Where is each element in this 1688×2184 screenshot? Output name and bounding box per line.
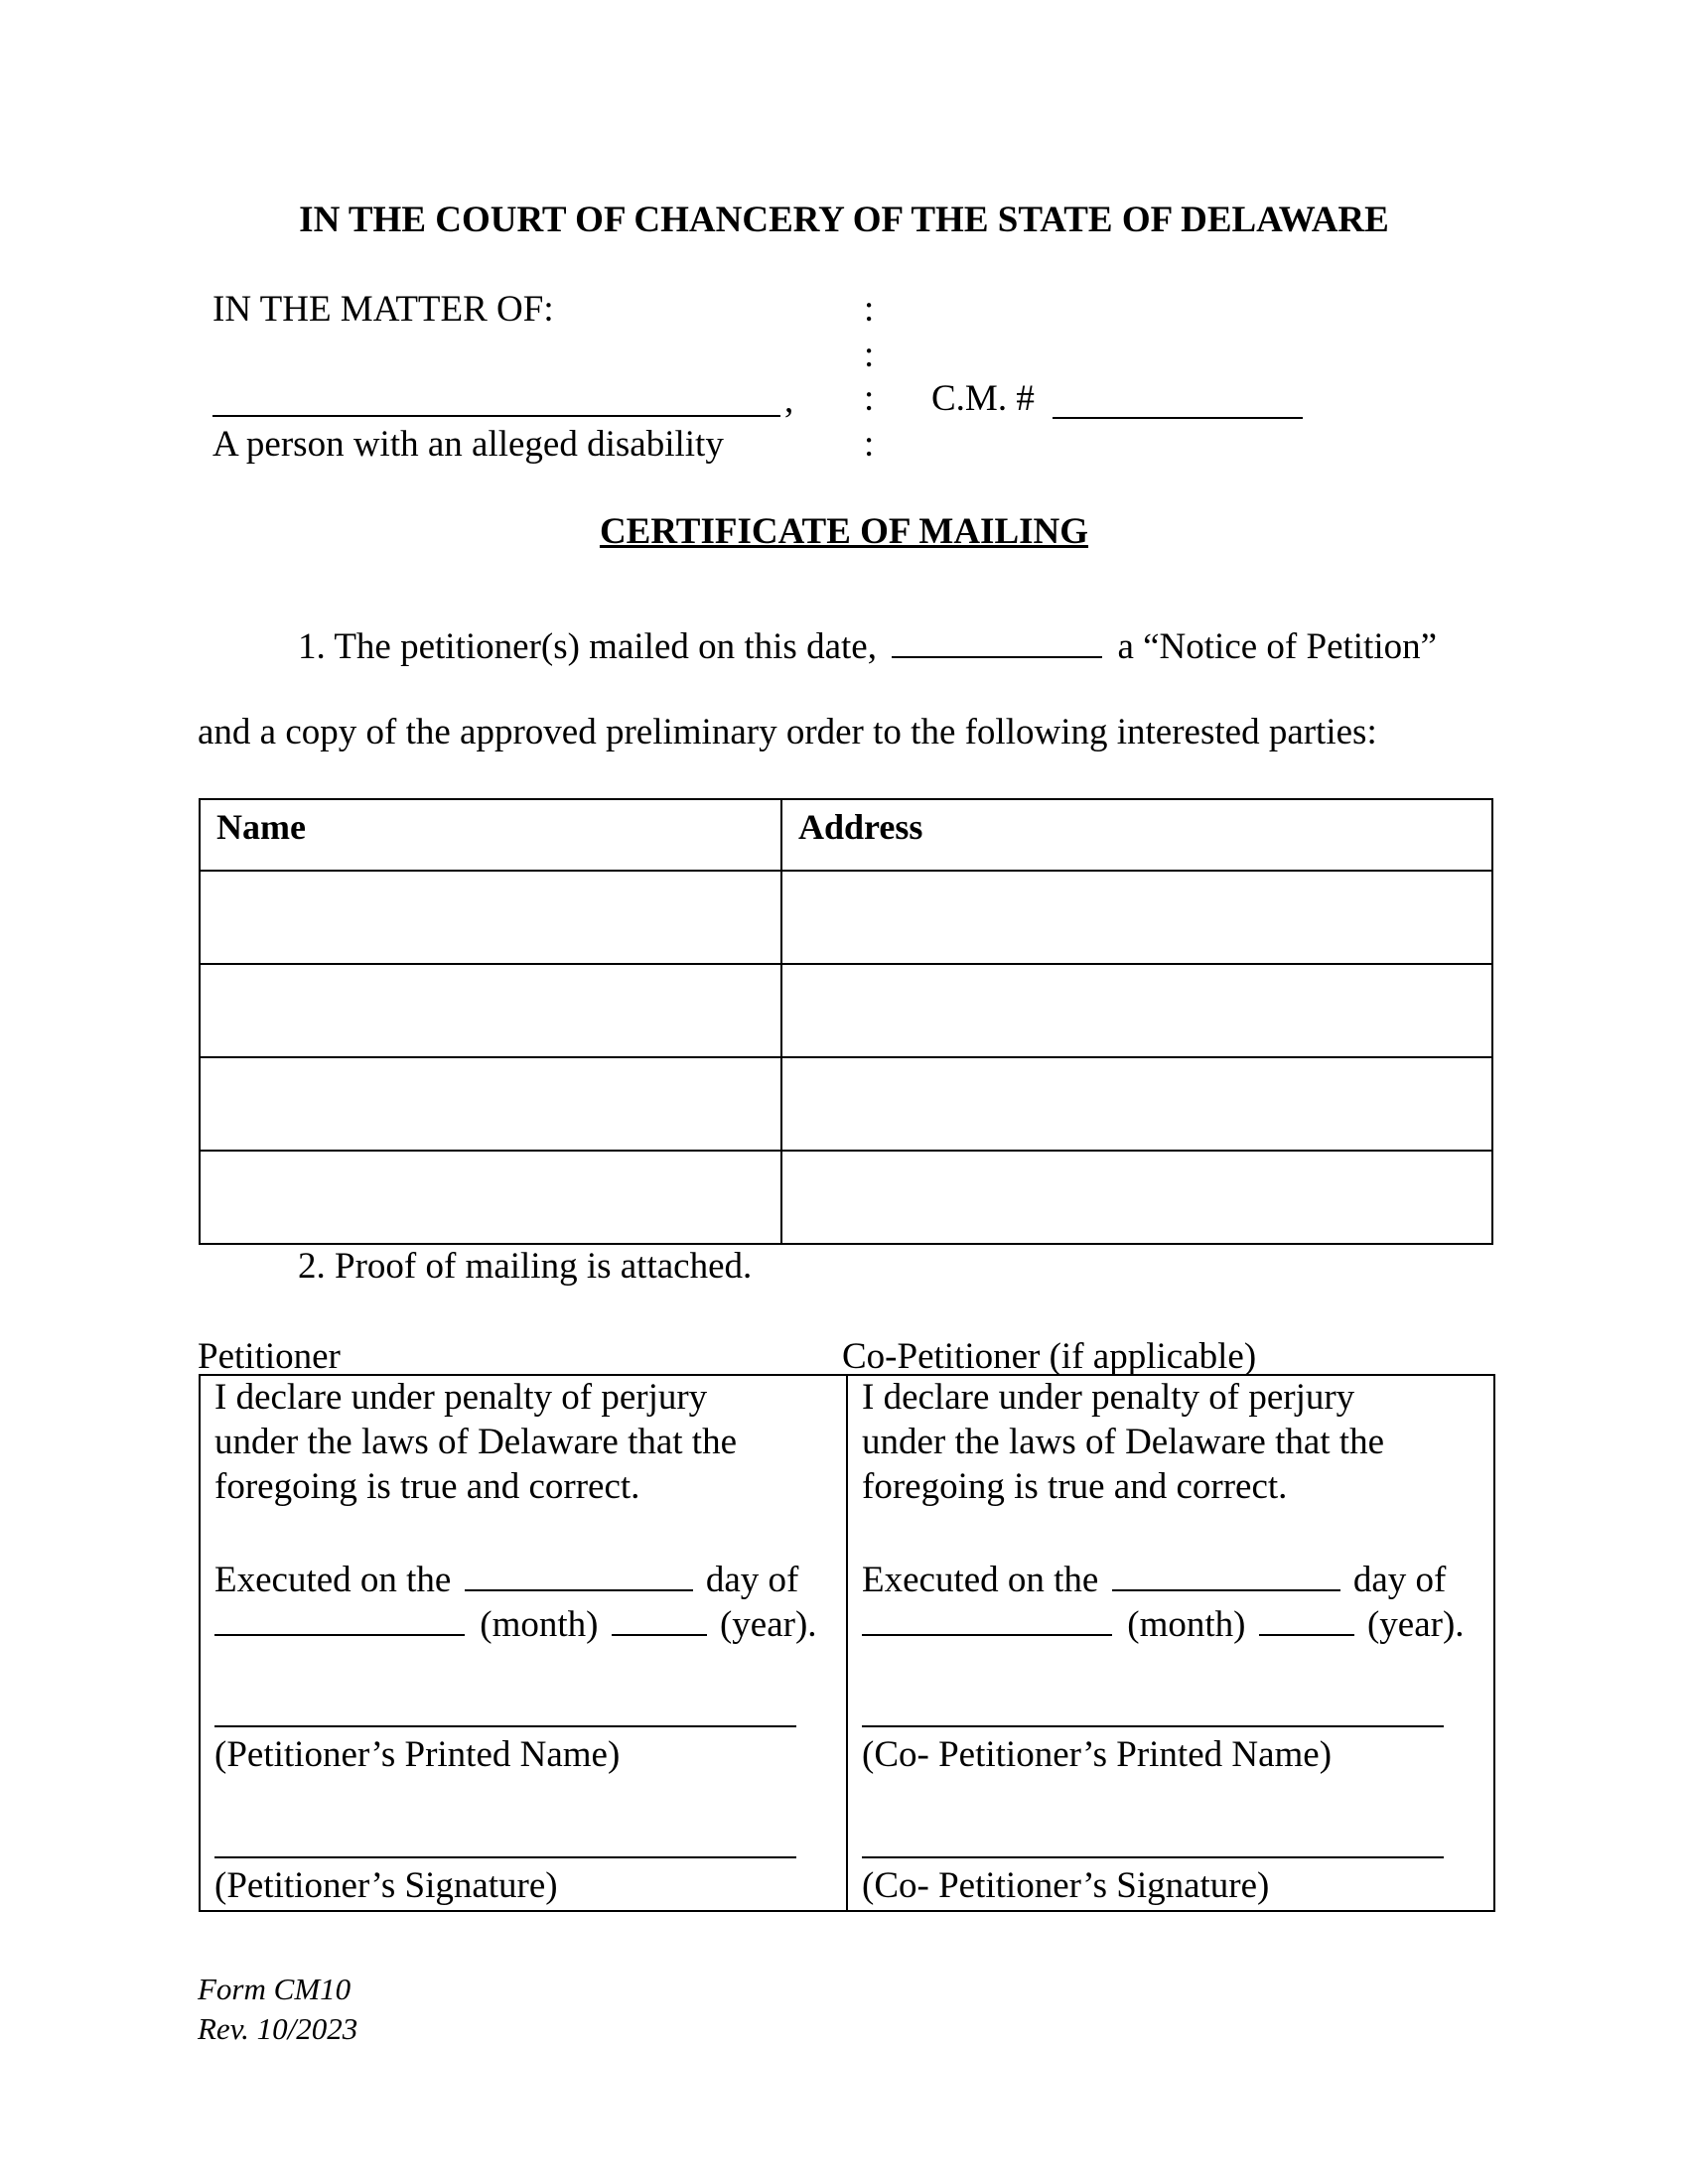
executed-on-label: Executed on the bbox=[214, 1560, 452, 1601]
day-blank[interactable] bbox=[1112, 1555, 1340, 1591]
executed-on-label: Executed on the bbox=[862, 1560, 1099, 1601]
caption-colon: : bbox=[864, 289, 875, 330]
declaration-line: under the laws of Delaware that the bbox=[214, 1422, 738, 1462]
matter-label: IN THE MATTER OF: bbox=[212, 289, 554, 330]
year-label: (year). bbox=[1366, 1604, 1465, 1646]
column-header-name: Name bbox=[200, 799, 781, 871]
day-of-label: day of bbox=[705, 1560, 799, 1601]
caption-colon: : bbox=[864, 378, 875, 419]
signature-label: (Co- Petitioner’s Signature) bbox=[862, 1865, 1270, 1906]
printed-name-label: (Co- Petitioner’s Printed Name) bbox=[862, 1734, 1333, 1775]
year-blank[interactable] bbox=[1259, 1599, 1354, 1636]
party-name-cell[interactable] bbox=[200, 871, 781, 964]
cm-number-blank[interactable] bbox=[1053, 373, 1303, 419]
column-header-address: Address bbox=[781, 799, 1492, 871]
declaration-line: foregoing is true and correct. bbox=[214, 1466, 640, 1507]
party-address-cell[interactable] bbox=[781, 964, 1492, 1057]
signature-label: (Petitioner’s Signature) bbox=[214, 1865, 558, 1906]
year-blank[interactable] bbox=[612, 1599, 707, 1636]
paragraph-1-continued: and a copy of the approved preliminary order to the following interested parties: bbox=[198, 712, 1377, 752]
party-address-cell[interactable] bbox=[781, 871, 1492, 964]
form-id: Form CM10 bbox=[198, 1972, 352, 2006]
person-label: A person with an alleged disability bbox=[212, 424, 724, 465]
day-of-label: day of bbox=[1352, 1560, 1447, 1601]
form-revision: Rev. 10/2023 bbox=[198, 2011, 358, 2046]
caption-comma: , bbox=[784, 380, 794, 421]
declaration-line: I declare under penalty of perjury bbox=[862, 1377, 1355, 1418]
executed-on-line bbox=[214, 1555, 798, 1601]
party-name-cell[interactable] bbox=[200, 964, 781, 1057]
table-row bbox=[200, 871, 1492, 964]
printed-name-label: (Petitioner’s Printed Name) bbox=[214, 1734, 621, 1775]
printed-name-line[interactable] bbox=[862, 1725, 1444, 1727]
signature-line[interactable] bbox=[214, 1856, 796, 1858]
paragraph-1-start: 1. The petitioner(s) mailed on this date, bbox=[298, 626, 877, 668]
declaration-line: under the laws of Delaware that the bbox=[862, 1422, 1385, 1462]
month-year-line bbox=[862, 1599, 1465, 1646]
co-petitioner-column bbox=[848, 1376, 1479, 1910]
party-address-cell[interactable] bbox=[781, 1151, 1492, 1244]
month-blank[interactable] bbox=[214, 1599, 465, 1636]
day-blank[interactable] bbox=[465, 1555, 693, 1591]
executed-on-line bbox=[862, 1555, 1446, 1601]
respondent-name-blank[interactable] bbox=[212, 371, 780, 417]
paragraph-1-end: a “Notice of Petition” bbox=[1117, 626, 1438, 668]
party-name-cell[interactable] bbox=[200, 1151, 781, 1244]
month-label: (month) bbox=[480, 1604, 599, 1646]
caption-colon: : bbox=[864, 335, 875, 375]
table-header-row bbox=[200, 799, 1492, 871]
paragraph-2: 2. Proof of mailing is attached. bbox=[298, 1246, 753, 1287]
party-name-cell[interactable] bbox=[200, 1057, 781, 1151]
printed-name-line[interactable] bbox=[214, 1725, 796, 1727]
signature-block bbox=[199, 1374, 1495, 1912]
mailing-date-blank[interactable] bbox=[892, 621, 1102, 658]
table-row bbox=[200, 1151, 1492, 1244]
party-address-cell[interactable] bbox=[781, 1057, 1492, 1151]
table-row bbox=[200, 1057, 1492, 1151]
declaration-line: I declare under penalty of perjury bbox=[214, 1377, 708, 1418]
declaration-line: foregoing is true and correct. bbox=[862, 1466, 1288, 1507]
month-year-line bbox=[214, 1599, 817, 1646]
petitioner-column bbox=[201, 1376, 832, 1910]
paragraph-1 bbox=[298, 621, 1437, 668]
cm-number-label: C.M. # bbox=[931, 378, 1035, 419]
co-petitioner-heading: Co-Petitioner (if applicable) bbox=[842, 1336, 1257, 1377]
petitioner-heading: Petitioner bbox=[198, 1336, 341, 1377]
month-label: (month) bbox=[1127, 1604, 1246, 1646]
year-label: (year). bbox=[719, 1604, 817, 1646]
signature-line[interactable] bbox=[862, 1856, 1444, 1858]
month-blank[interactable] bbox=[862, 1599, 1112, 1636]
caption-colon: : bbox=[864, 424, 875, 465]
court-title: IN THE COURT OF CHANCERY OF THE STATE OF DELAWARE bbox=[299, 200, 1389, 240]
table-row bbox=[200, 964, 1492, 1057]
certificate-title: CERTIFICATE OF MAILING bbox=[599, 511, 1089, 552]
interested-parties-table bbox=[199, 798, 1493, 1245]
